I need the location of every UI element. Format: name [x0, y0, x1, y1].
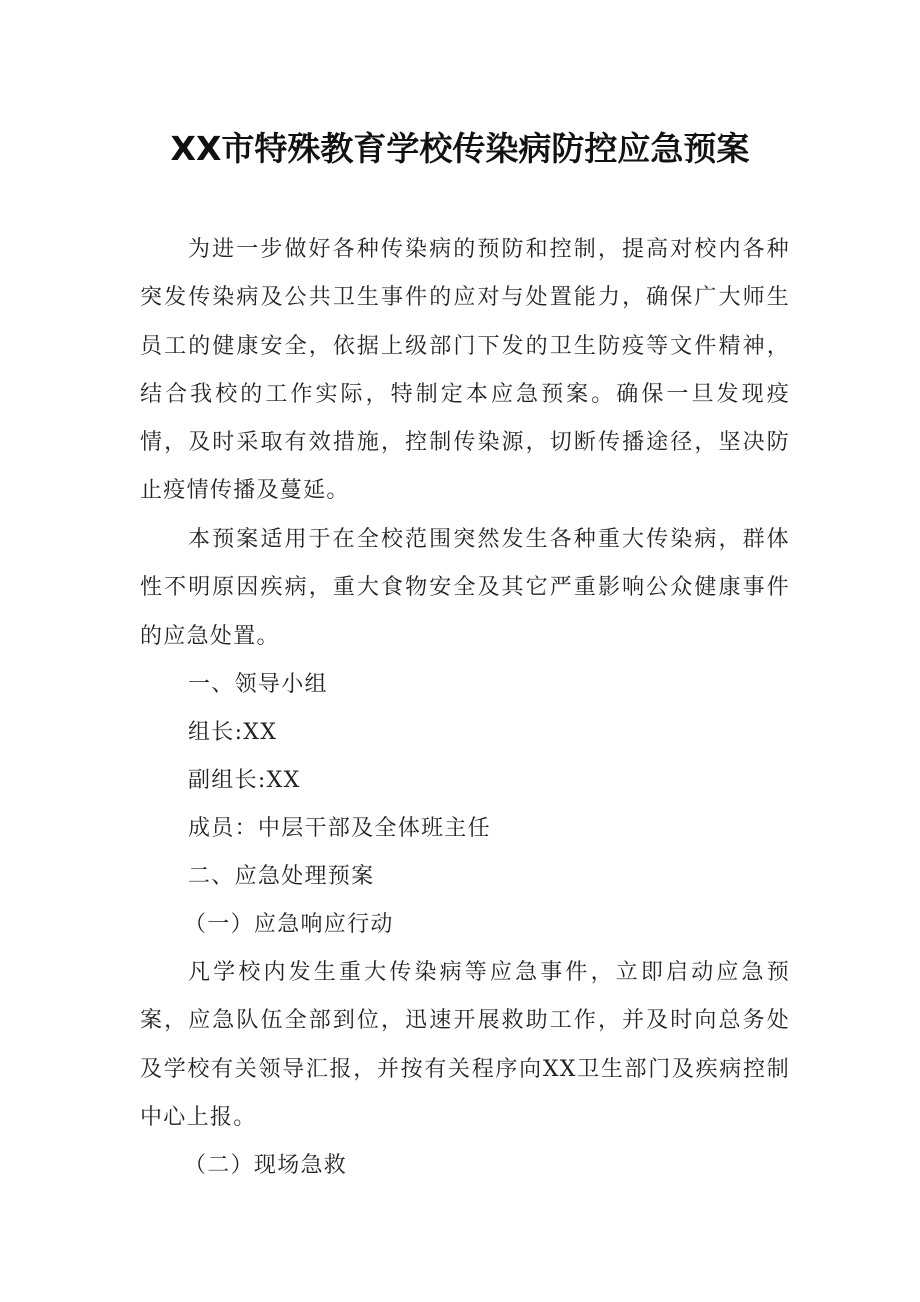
deputy-leader-line: 副组长:XX: [188, 768, 301, 793]
intro-paragraph: 为进一步做好各种传染病的预防和控制，提高对校内各种突发传染病及公共卫生事件的应对与处置能力，确保广大师生员工的健康安全，依据上级部门下发的卫生防疫等文件精神，结合我校的工作实际，特制定本应急预案。确保一旦发现疫情，及时采取有效措施，控制传染源，切断传播途径，坚决防止疫情传播及蔓延。: [140, 237, 790, 504]
response-paragraph: 凡学校内发生重大传染病等应急事件，立即启动应急预案，应急队伍全部到位，迅速开展救助工作，并及时向总务处及学校有关领导汇报，并按有关程序向XX卫生部门及疾病控制中心上报。: [140, 960, 790, 1130]
subsection-heading-first-aid: （二）现场急救: [184, 1153, 348, 1178]
section-heading-emergency-plan: 二、应急处理预案: [188, 864, 375, 889]
scope-paragraph: 本预案适用于在全校范围突然发生各种重大传染病，群体性不明原因疾病，重大食物安全及其它严重影响公众健康事件的应急处置。: [140, 527, 790, 649]
leader-line: 组长:XX: [188, 720, 278, 745]
document-title: XX市特殊教育学校传染病防控应急预案: [170, 129, 750, 168]
section-heading-leadership: 一、领导小组: [188, 672, 328, 697]
subsection-heading-response: （一）应急响应行动: [184, 912, 394, 937]
members-line: 成员：中层干部及全体班主任: [188, 816, 491, 841]
